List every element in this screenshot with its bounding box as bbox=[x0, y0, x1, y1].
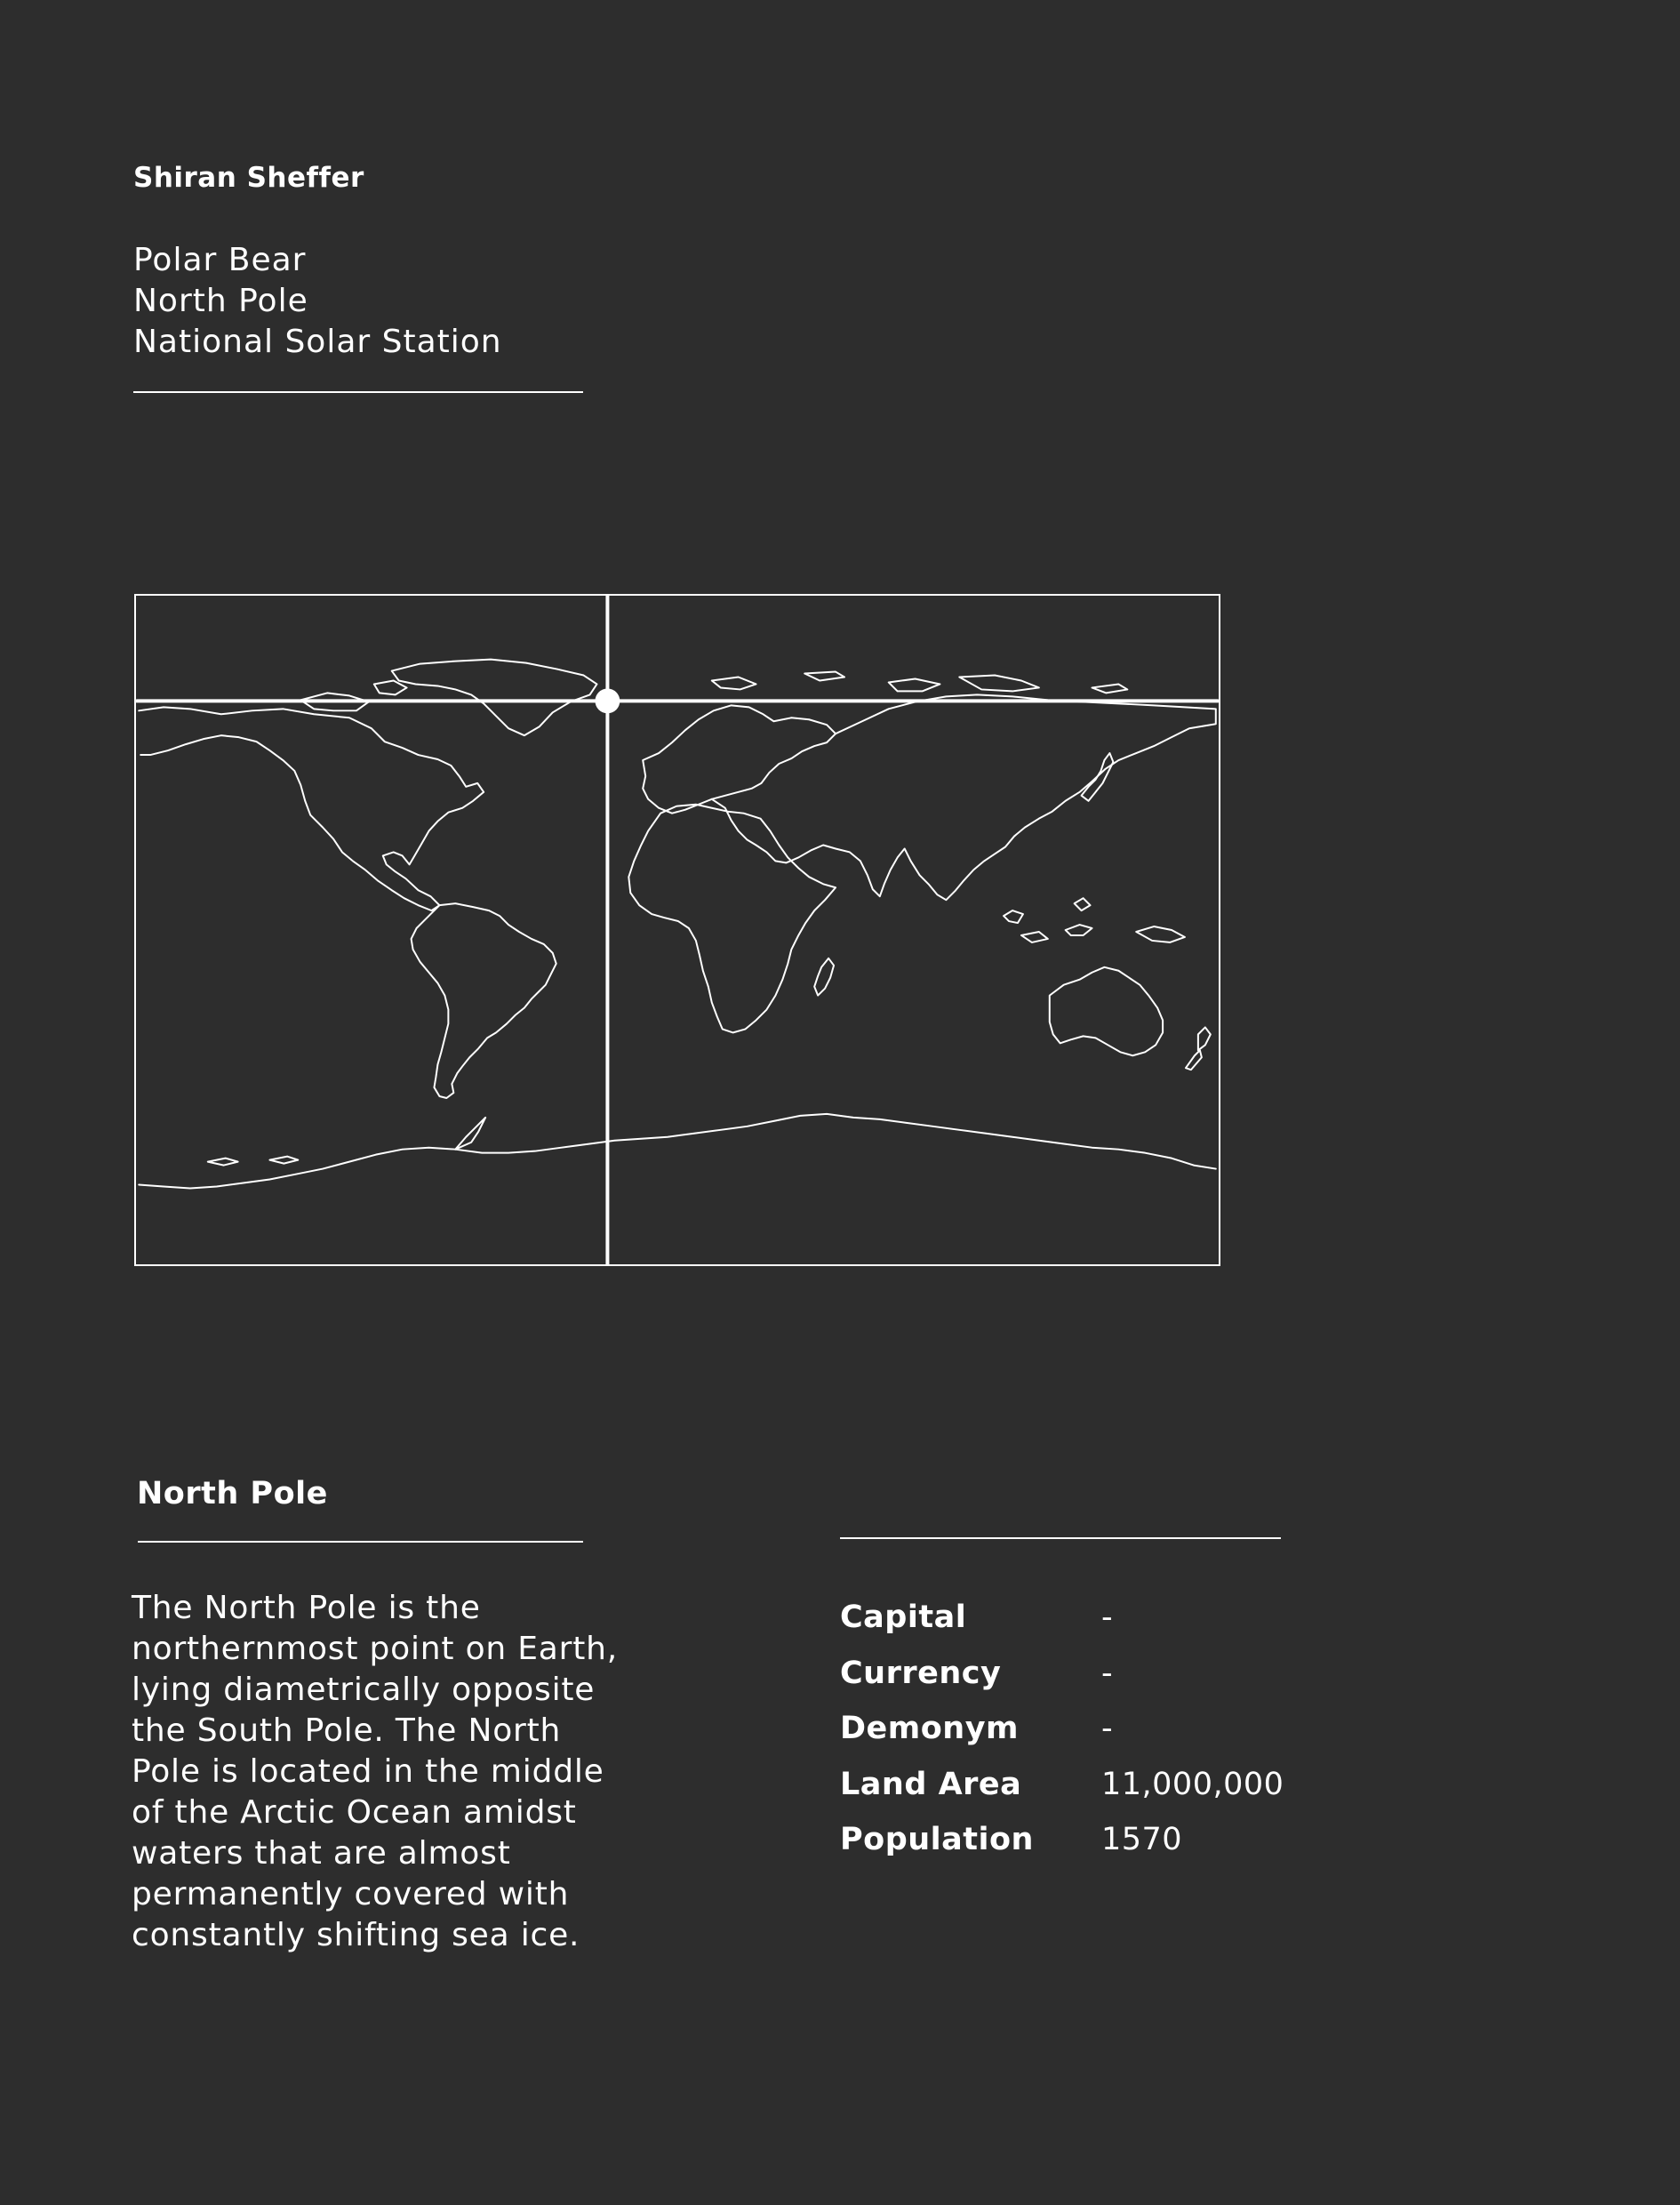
japan-outline bbox=[1082, 753, 1114, 801]
world-map bbox=[134, 594, 1220, 1266]
madagascar-outline bbox=[814, 958, 834, 996]
fact-value: 1570 bbox=[1101, 1822, 1183, 1858]
facts-row-land-area bbox=[840, 1757, 1284, 1813]
fact-value: - bbox=[1101, 1655, 1114, 1691]
antarctic-peninsula-outline bbox=[208, 1118, 485, 1166]
world-map-svg bbox=[136, 596, 1219, 1264]
new-zealand-outline bbox=[1186, 1027, 1211, 1070]
subject-line-animal: Polar Bear bbox=[133, 242, 307, 278]
title-divider bbox=[138, 1541, 583, 1543]
north-america-outline bbox=[139, 707, 484, 910]
subject-line-station: National Solar Station bbox=[133, 324, 502, 360]
facts-row-population bbox=[840, 1812, 1284, 1868]
greenland-outline bbox=[392, 660, 597, 736]
subject-line-place: North Pole bbox=[133, 283, 308, 319]
fact-label: Population bbox=[840, 1822, 1034, 1858]
author-name: Shiran Sheffer bbox=[133, 162, 364, 194]
section-title: North Pole bbox=[137, 1476, 328, 1511]
facts-divider bbox=[840, 1537, 1281, 1539]
fact-value: 11,000,000 bbox=[1101, 1766, 1284, 1802]
asia-outline bbox=[712, 694, 1216, 900]
europe-outline bbox=[643, 705, 836, 813]
australia-outline bbox=[1050, 967, 1163, 1055]
facts-table bbox=[840, 1590, 1284, 1868]
subject-lines bbox=[133, 240, 502, 363]
arctic-islands-east bbox=[712, 672, 1128, 694]
antarctica-outline bbox=[139, 1114, 1216, 1189]
header-divider bbox=[133, 391, 583, 393]
fact-label: Currency bbox=[840, 1655, 1002, 1691]
fact-label: Land Area bbox=[840, 1766, 1022, 1802]
arctic-islands-west bbox=[300, 680, 406, 710]
fact-label: Capital bbox=[840, 1600, 967, 1636]
location-marker bbox=[595, 688, 620, 713]
fact-value: - bbox=[1101, 1711, 1114, 1747]
description-text: The North Pole is the northernmost point on Earth, lying diametrically opposite the South Pole. The North Pole is located in the middle of the Arctic Ocean amidst waters that are almost permanently covered with constantly shifting sea ice. bbox=[132, 1590, 619, 1953]
facts-row-capital bbox=[840, 1590, 1284, 1646]
africa-outline bbox=[628, 805, 836, 1033]
south-america-outline bbox=[412, 903, 556, 1098]
fact-value: - bbox=[1101, 1600, 1114, 1636]
southeast-asia-islands bbox=[1004, 898, 1185, 942]
facts-row-demonym bbox=[840, 1701, 1284, 1757]
facts-row-currency bbox=[840, 1646, 1284, 1702]
fact-label: Demonym bbox=[840, 1711, 1020, 1747]
